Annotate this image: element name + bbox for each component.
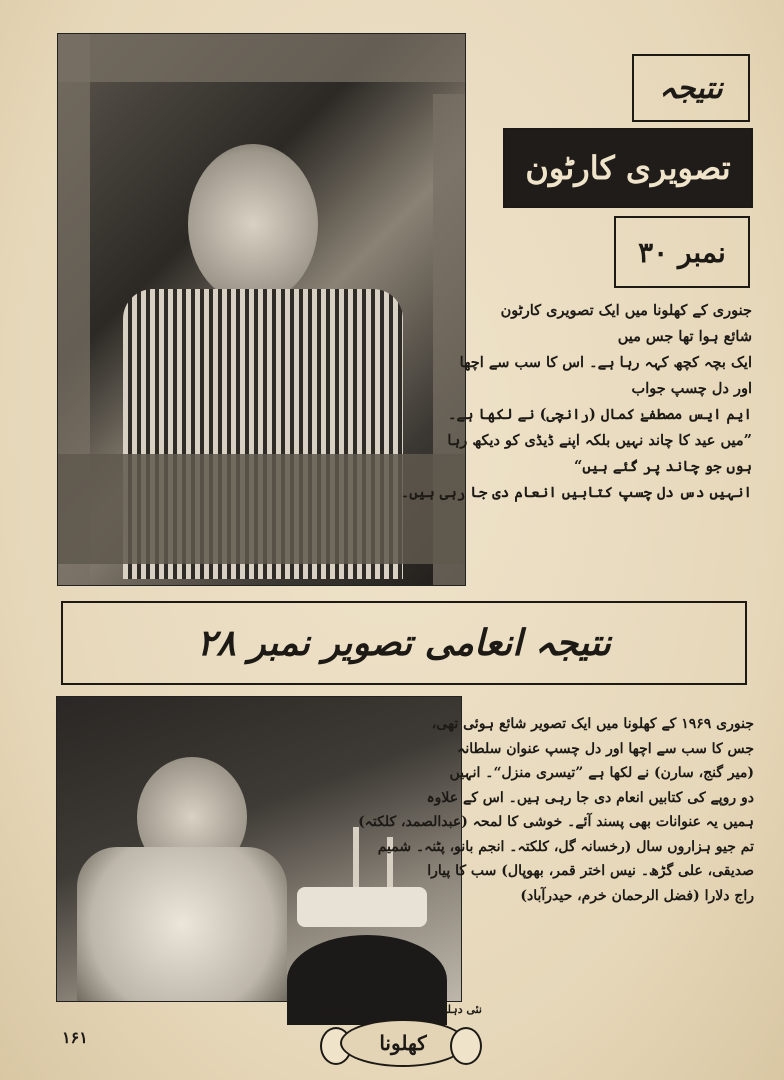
text-line: دو روپے کی کتابیں انعام دی جا رہی ہیں۔ اس کے علاوہ — [426, 789, 754, 806]
text-line: ہمیں یہ عنوانات بھی پسند آئے۔ خوشی کا لمحہ (عبدالصمد، کلکتہ) — [358, 814, 754, 830]
result-heading: نتیجہ — [659, 70, 723, 106]
khilona-logo — [318, 1005, 484, 1069]
text-line: شائع ہوا تھا جس میں — [617, 328, 752, 345]
text-line: راج دلارا (فضل الرحمان خرم، حیدرآباد) — [520, 887, 754, 904]
text-line: جنوری کے کھلونا میں ایک تصویری کارٹون — [500, 302, 752, 319]
text-line: (میر گنج، سارن) نے لکھا ہے ”تیسری منزل“۔ انہیں — [449, 765, 754, 781]
page-number: ۱۶۱ — [62, 1028, 88, 1047]
text-line: صدیقی، علی گڑھ۔ نیس اختر قمر، بھوپال) سب کا پیارا — [427, 863, 754, 879]
number-label: نمبر ۳۰ — [638, 235, 726, 269]
cartoon-result-text — [400, 298, 752, 506]
text-line: ایم ایس مصطفےٰ کمال (رانچی) نے لکھا ہے۔ — [448, 406, 752, 423]
city-label: نئی دہلی — [438, 1003, 482, 1016]
prize-picture-banner — [61, 601, 747, 685]
banner-title: نتیجہ انعامی تصویر نمبر ۲۸ — [197, 622, 611, 664]
annual-label: سالنامہ — [320, 1003, 355, 1016]
cartoon-title-box — [503, 128, 753, 208]
picture-result-text — [358, 712, 754, 908]
text-line: ایک بچہ کچھ کہہ رہا ہے۔ اس کا سب سے اچھا — [459, 354, 752, 371]
result-heading-box — [632, 54, 750, 122]
logo-text: کھلونا — [379, 1031, 427, 1055]
text-line: انہیں دس دل چسپ کتابیں انعام دی جا رہی ہیں۔ — [400, 484, 752, 501]
text-line: اور دل چسپ جواب — [631, 380, 752, 397]
logo-oval — [340, 1019, 466, 1067]
text-line: تم جیو ہزاروں سال (رخسانہ گل، کلکتہ۔ انجم بانو، پٹنہ۔ شمیم — [377, 838, 754, 855]
text-line: ہوں جو چاند پر گئے ہیں“ — [573, 458, 752, 475]
right-child-face-icon — [450, 1027, 482, 1065]
text-line: ”میں عید کا چاند نہیں بلکہ اپنے ڈیڈی کو دیکھ رہا — [447, 432, 752, 449]
text-line: جنوری ۱۹۶۹ کے کھلونا میں ایک تصویر شائع ہوئی تھی، — [431, 716, 754, 732]
cartoon-title: تصویری کارٹون — [525, 149, 731, 187]
number-box — [614, 216, 750, 288]
text-line: جس کا سب سے اچھا اور دل چسپ عنوان سلطانہ — [457, 740, 754, 757]
